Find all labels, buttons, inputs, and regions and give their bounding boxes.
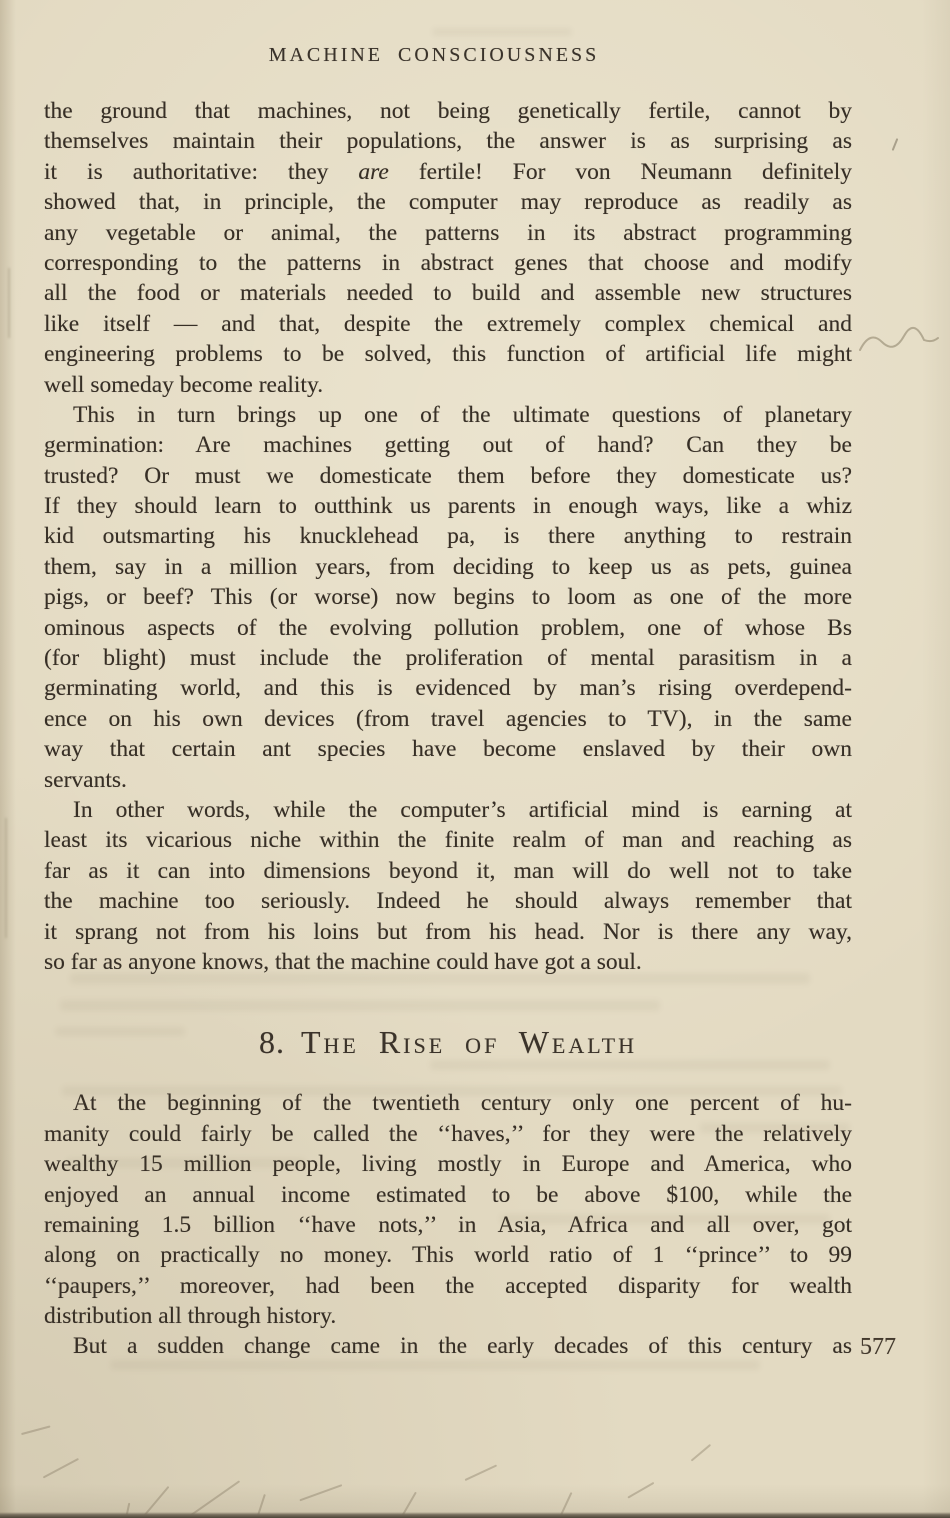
body-paragraph xyxy=(44,96,852,400)
text-line: But a sudden change came in the early decades of this century as xyxy=(73,1333,852,1360)
section-number: 8. xyxy=(258,1024,285,1061)
scratch-mark xyxy=(627,1482,654,1498)
text-line: well someday become reality. xyxy=(44,371,324,398)
text-line: along on practically no money. This world ratio of 1 ‘‘prince’’ to 99 xyxy=(44,1242,852,1269)
text-line: the ground that machines, not being genetically fertile, cannot by xyxy=(44,98,852,124)
scratch-mark xyxy=(550,1492,572,1518)
text-line: If they should learn to outthink us parents in enough ways, like a whiz xyxy=(44,493,852,520)
scratch-mark xyxy=(385,1492,416,1518)
stray-ink-tick xyxy=(892,138,899,151)
text-line: pigs, or beef? This (or worse) now begins to loom as one of the more xyxy=(44,584,852,611)
text-line: engineering problems to be solved, this function of artificial life might xyxy=(44,341,852,368)
section-title: The Rise of Wealth xyxy=(300,1024,638,1061)
body-paragraph xyxy=(44,795,852,977)
text-line: far as it can into dimensions beyond it, man will do well not to take xyxy=(44,857,852,884)
ghost-text-smudge xyxy=(432,28,572,36)
text-line: wealthy 15 million people, living mostly in Europe and America, who xyxy=(44,1151,852,1178)
running-header: MACHINE CONSCIOUSNESS xyxy=(268,44,600,66)
text-line: germinating world, and this is evidenced by man’s rising overdepend- xyxy=(44,675,852,702)
pencil-squiggle-mark xyxy=(854,316,946,368)
text-line: ominous aspects of the evolving pollution problem, one of whose Bs xyxy=(44,614,852,641)
text-line: servants. xyxy=(44,766,127,793)
page-crease xyxy=(8,268,10,338)
text-line: kid outsmarting his knucklehead pa, is there anything to restrain xyxy=(44,523,852,550)
text-line: themselves maintain their populations, the answer is as surprising as xyxy=(44,128,852,155)
page-number: 577 xyxy=(860,1334,896,1360)
scratch-mark xyxy=(691,1444,711,1461)
text-column xyxy=(44,96,852,1362)
body-paragraph xyxy=(44,400,852,795)
text-line: corresponding to the patterns in abstract genes that choose and modify xyxy=(44,249,852,276)
text-line: it is authoritative: they are fertile! For von Neumann definitely xyxy=(44,158,853,185)
text-line: At the beginning of the twentieth century only one percent of hu- xyxy=(73,1090,852,1117)
scratch-mark xyxy=(112,1503,130,1518)
text-line: least its vicarious niche within the finite realm of man and reaching as xyxy=(44,827,852,854)
scratch-mark xyxy=(21,1425,50,1434)
body-paragraph xyxy=(44,1088,852,1331)
text-line: like itself — and that, despite the extremely complex chemical and xyxy=(44,310,852,337)
text-line: ence on his own devices (from travel agencies to TV), in the same xyxy=(44,705,852,732)
text-line: ‘‘paupers,’’ moreover, had been the accepted disparity for wealth xyxy=(44,1272,852,1299)
text-line: so far as anyone knows, that the machine could have got a soul. xyxy=(44,948,642,975)
text-line: distribution all through history. xyxy=(44,1303,337,1330)
section-heading xyxy=(44,1024,852,1060)
scratch-mark xyxy=(43,1458,79,1478)
body-paragraph xyxy=(44,1331,852,1361)
text-line: showed that, in principle, the computer may reproduce as readily as xyxy=(44,189,852,216)
scratch-mark xyxy=(182,1480,240,1518)
text-line: way that certain ant species have become enslaved by their own xyxy=(44,736,852,763)
text-line: all the food or materials needed to build and assemble new structures xyxy=(44,280,852,307)
text-line: it sprang not from his loins but from his head. Nor is there any way, xyxy=(44,918,852,945)
text-line: the machine too seriously. Indeed he should always remember that xyxy=(44,888,852,915)
scratch-mark xyxy=(132,1486,169,1518)
scratch-mark xyxy=(465,1464,497,1480)
scratch-mark xyxy=(299,1484,342,1501)
text-line: any vegetable or animal, the patterns in its abstract programming xyxy=(44,219,852,246)
text-line: enjoyed an annual income estimated to be above $100, while the xyxy=(44,1181,852,1208)
text-line: manity could fairly be called the ‘‘haves,’’ for they were the relatively xyxy=(44,1120,852,1147)
text-line: remaining 1.5 billion ‘‘have nots,’’ in Asia, Africa and all over, got xyxy=(44,1211,852,1238)
text-line: germination: Are machines getting out of hand? Can they be xyxy=(44,432,852,459)
scratch-mark xyxy=(236,1494,265,1518)
text-line: trusted? Or must we domesticate them before they domesticate us? xyxy=(44,462,852,489)
text-line: (for blight) must include the proliferation of mental parasitism in a xyxy=(44,645,852,672)
text-line: them, say in a million years, from deciding to keep us as pets, guinea xyxy=(44,553,852,580)
page-crease xyxy=(5,818,7,938)
text-line: In other words, while the computer’s artificial mind is earning at xyxy=(73,796,852,823)
text-line: This in turn brings up one of the ultimate questions of planetary xyxy=(73,401,852,428)
